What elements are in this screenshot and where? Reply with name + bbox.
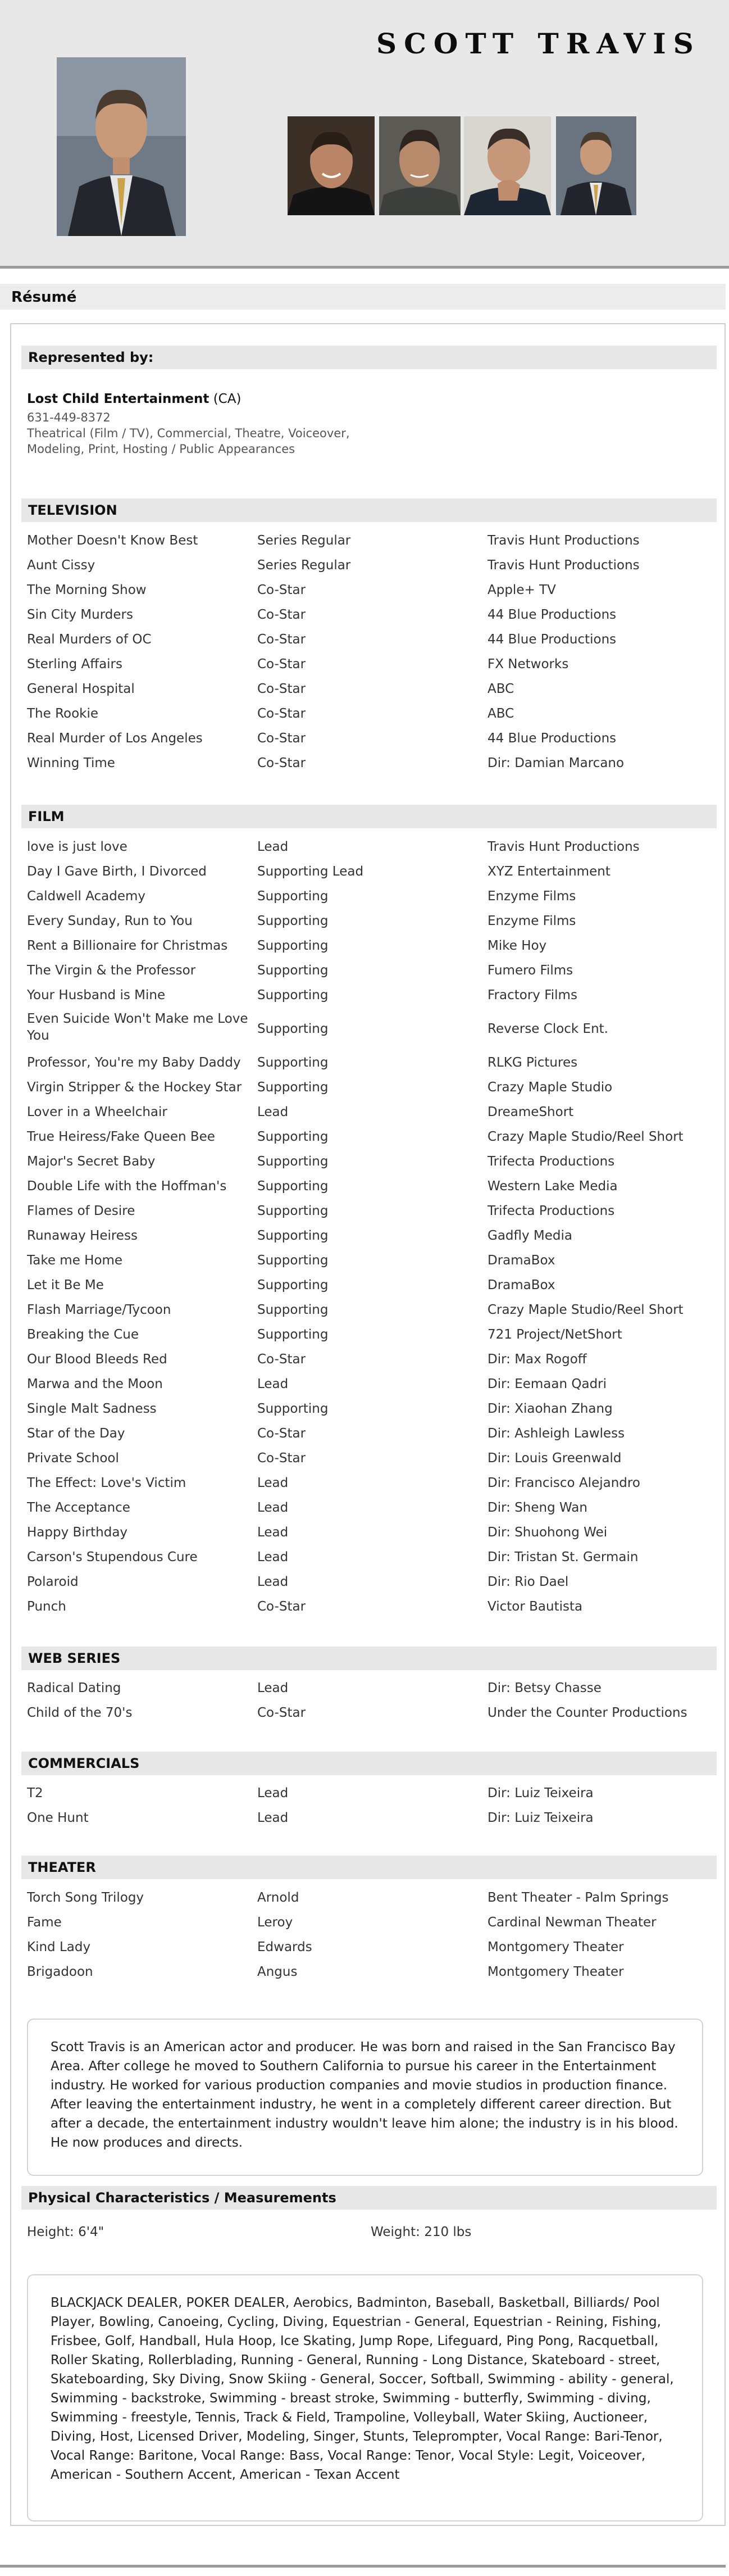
credit-title: Every Sunday, Run to You (27, 914, 193, 928)
credit-role: Leroy (257, 1915, 293, 1930)
credit-row (27, 651, 712, 676)
credit-title: The Morning Show (27, 583, 147, 597)
credit-role: Supporting (257, 1303, 329, 1317)
agency-phone[interactable]: 631-449-8372 (27, 411, 111, 424)
credit-role: Supporting (257, 963, 329, 978)
theater-credits-table (27, 1885, 712, 1984)
credit-title: Double Life with the Hoffman's (27, 1179, 227, 1194)
credit-row (27, 883, 712, 908)
headshot-thinking-photo[interactable] (464, 116, 551, 215)
credit-role: Series Regular (257, 558, 351, 573)
credit-role: Lead (257, 1476, 289, 1490)
credit-role: Supporting (257, 1327, 329, 1342)
credit-role: Co-Star (257, 583, 306, 597)
credit-title: Virgin Stripper & the Hockey Star (27, 1080, 242, 1095)
skills-text: BLACKJACK DEALER, POKER DEALER, Aerobics, Badminton, Baseball, Basketball, Billiards/ Pool Player, Bowling, Canoeing, Cycling, Diving, Equestrian - General, Equestrian - Reining, Fishing, Frisbee, Golf, Handball, Hula Hoop, Ice Skating, Jump Rope, Lifeguard, Ping Pong, Racquetball, Roller Skating, Rollerblading, Running - General, Running - Long Distance, Skateboard - street, Skateboarding, Sky Diving, Snow Skiing - General, Soccer, Softball, Swimming - ability - general, Swimming - backstroke, Swimming - breast stroke, Swimming - butterfly, Swimming - diving, Swimming - freestyle, Tennis, Track & Field, Trampoline, Volleyball, Water Skiing, Auctioneer, Diving, Host, Licensed Driver, Modeling, Singer, Stunts, Teleprompter, Vocal Range: Bari-Tenor, Vocal Range: Baritone, Vocal Range: Bass, Vocal Range: Tenor, Vocal Style: Legit, Voiceover, American - Southern Accent, American - Texan Accent (51, 2296, 674, 2482)
credit-title: Kind Lady (27, 1940, 91, 1954)
section-header-film: FILM (21, 805, 717, 828)
credit-role: Lead (257, 1575, 289, 1589)
section-header-web-series: WEB SERIES (21, 1647, 717, 1670)
resume-title: Résumé (11, 289, 77, 306)
credit-title: One Hunt (27, 1811, 89, 1825)
credit-role: Co-Star (257, 1599, 306, 1614)
credit-company: XYZ Entertainment (487, 864, 610, 879)
credit-row (27, 1371, 712, 1396)
credit-role: Co-Star (257, 1451, 306, 1466)
credit-company: ABC (487, 706, 514, 721)
resume-content-panel (10, 323, 726, 2526)
credit-row (27, 1594, 712, 1618)
credit-role: Co-Star (257, 731, 306, 746)
credit-title: Flames of Desire (27, 1204, 135, 1218)
credit-row (27, 1396, 712, 1421)
credit-company: Crazy Maple Studio/Reel Short (487, 1303, 684, 1317)
headshot-casual-photo[interactable] (379, 116, 461, 215)
credit-row (27, 1910, 712, 1934)
credit-title: Radical Dating (27, 1681, 121, 1695)
agency-region: (CA) (213, 392, 242, 406)
credit-company: Crazy Maple Studio (487, 1080, 613, 1095)
credit-title: Single Malt Sadness (27, 1402, 157, 1416)
section-header-theater: THEATER (21, 1856, 717, 1879)
credit-company: ABC (487, 682, 514, 696)
credit-row (27, 1173, 712, 1198)
credit-row (27, 1050, 712, 1074)
credit-company: Enzyme Films (487, 889, 576, 904)
credit-row (27, 1198, 712, 1223)
credit-title: Lover in a Wheelchair (27, 1105, 167, 1119)
credit-row (27, 602, 712, 627)
section-header-commercials: COMMERCIALS (21, 1752, 717, 1775)
credit-role: Supporting (257, 1080, 329, 1095)
credit-role: Lead (257, 1550, 289, 1564)
credit-title: Polaroid (27, 1575, 79, 1589)
credit-title: Real Murders of OC (27, 632, 152, 647)
agency-name[interactable]: Lost Child Entertainment (27, 392, 209, 406)
credit-row (27, 701, 712, 725)
actor-name: SCOTT TRAVIS (376, 27, 701, 60)
credit-company: 44 Blue Productions (487, 731, 617, 746)
section-header-representation: Represented by: (21, 346, 717, 369)
credit-title: Fame (27, 1915, 62, 1930)
credit-role: Lead (257, 1786, 289, 1801)
credit-role: Co-Star (257, 1352, 306, 1367)
credit-role: Angus (257, 1965, 298, 1979)
credit-title: Runaway Heiress (27, 1228, 138, 1243)
credit-row (27, 1074, 712, 1099)
credit-role: Supporting (257, 889, 329, 904)
credit-title: Flash Marriage/Tycoon (27, 1303, 171, 1317)
credit-company: Dir: Damian Marcano (487, 756, 625, 770)
credit-title: Even Suicide Won't Make me Love You (27, 1012, 248, 1043)
credit-title: Real Murder of Los Angeles (27, 731, 203, 746)
credit-row (27, 1007, 712, 1050)
credit-row (27, 1248, 712, 1272)
credit-title: The Rookie (27, 706, 99, 721)
commercials-credits-table (27, 1780, 712, 1830)
profile-header (0, 0, 729, 269)
credit-title: The Acceptance (27, 1500, 130, 1515)
credit-company: Dir: Eemaan Qadri (487, 1377, 607, 1391)
credit-row (27, 859, 712, 883)
agency-line (27, 392, 241, 406)
credit-title: Private School (27, 1451, 119, 1466)
credit-title: Breaking the Cue (27, 1327, 139, 1342)
credit-row (27, 627, 712, 651)
credit-title: Torch Song Trilogy (27, 1890, 144, 1905)
credit-company: Dir: Tristan St. Germain (487, 1550, 639, 1564)
credit-title: Take me Home (27, 1253, 123, 1268)
web-series-credits-table (27, 1675, 712, 1725)
credit-title: Our Blood Bleeds Red (27, 1352, 167, 1367)
agency-categories-line-2: Modeling, Print, Hosting / Public Appearances (27, 442, 295, 456)
credit-row (27, 1149, 712, 1173)
credit-row (27, 1346, 712, 1371)
credit-role: Supporting (257, 1402, 329, 1416)
credit-row (27, 1099, 712, 1124)
credit-title: Professor, You're my Baby Daddy (27, 1055, 241, 1070)
credit-company: DreameShort (487, 1105, 574, 1119)
credit-title: General Hospital (27, 682, 135, 696)
credit-company: Montgomery Theater (487, 1965, 624, 1979)
credit-title: Sterling Affairs (27, 657, 122, 672)
credit-company: Dir: Rio Dael (487, 1575, 569, 1589)
credit-company: Travis Hunt Productions (487, 533, 640, 548)
credit-role: Lead (257, 1811, 289, 1825)
footer-divider (0, 2565, 726, 2568)
credit-company: FX Networks (487, 657, 569, 672)
biography-box (27, 2019, 703, 2176)
credit-title: Mother Doesn't Know Best (27, 533, 198, 548)
credit-company: RLKG Pictures (487, 1055, 578, 1070)
credit-row (27, 1322, 712, 1346)
credit-role: Lead (257, 1377, 289, 1391)
credit-row (27, 1421, 712, 1445)
credit-row (27, 1805, 712, 1830)
credit-role: Lead (257, 840, 289, 854)
credit-role: Supporting (257, 1022, 329, 1036)
credit-role: Co-Star (257, 632, 306, 647)
credit-company: Dir: Shuohong Wei (487, 1525, 608, 1540)
credit-role: Lead (257, 1500, 289, 1515)
credit-role: Supporting Lead (257, 864, 364, 879)
credit-row (27, 676, 712, 701)
credit-title: Caldwell Academy (27, 889, 146, 904)
credit-role: Co-Star (257, 682, 306, 696)
credit-row (27, 1297, 712, 1322)
credit-title: Day I Gave Birth, I Divorced (27, 864, 207, 879)
credit-company: Dir: Max Rogoff (487, 1352, 587, 1367)
credit-role: Co-Star (257, 706, 306, 721)
credit-role: Supporting (257, 1278, 329, 1292)
headshot-main-photo[interactable] (57, 57, 186, 236)
credit-company: Dir: Luiz Teixeira (487, 1811, 594, 1825)
credit-company: Dir: Ashleigh Lawless (487, 1426, 625, 1441)
credit-row (27, 1959, 712, 1984)
credit-company: Mike Hoy (487, 938, 547, 953)
credit-row (27, 1544, 712, 1569)
credit-company: Crazy Maple Studio/Reel Short (487, 1130, 684, 1144)
credit-title: Rent a Billionaire for Christmas (27, 938, 228, 953)
credit-company: Victor Bautista (487, 1599, 583, 1614)
credit-role: Lead (257, 1525, 289, 1540)
credit-title: Let it Be Me (27, 1278, 104, 1292)
credit-company: Enzyme Films (487, 914, 576, 928)
credit-row (27, 908, 712, 933)
credit-title: True Heiress/Fake Queen Bee (27, 1130, 215, 1144)
credit-row (27, 577, 712, 602)
credit-company: Western Lake Media (487, 1179, 618, 1194)
headshot-suit-photo[interactable] (556, 116, 636, 215)
credit-row (27, 1223, 712, 1248)
credit-company: Travis Hunt Productions (487, 558, 640, 573)
credit-role: Supporting (257, 1253, 329, 1268)
credit-title: Sin City Murders (27, 607, 133, 622)
credit-company: Fractory Films (487, 988, 577, 1003)
credit-title: Marwa and the Moon (27, 1377, 163, 1391)
credit-title: Winning Time (27, 756, 115, 770)
credit-row (27, 1495, 712, 1520)
credit-row (27, 982, 712, 1007)
credit-row (27, 750, 712, 775)
credit-company: Dir: Louis Greenwald (487, 1451, 622, 1466)
credit-company: DramaBox (487, 1278, 555, 1292)
credit-title: Star of the Day (27, 1426, 125, 1441)
credit-row (27, 1272, 712, 1297)
credit-row (27, 552, 712, 577)
credit-title: Major's Secret Baby (27, 1154, 156, 1169)
credit-role: Co-Star (257, 1426, 306, 1441)
credit-company: Reverse Clock Ent. (487, 1022, 608, 1036)
credit-row (27, 1934, 712, 1959)
credit-row (27, 958, 712, 982)
credit-company: DramaBox (487, 1253, 555, 1268)
credit-row (27, 1569, 712, 1594)
credit-row (27, 1520, 712, 1544)
credit-role: Supporting (257, 1204, 329, 1218)
credit-company: 721 Project/NetShort (487, 1327, 622, 1342)
credit-company: Dir: Francisco Alejandro (487, 1476, 640, 1490)
credit-company: Fumero Films (487, 963, 573, 978)
credit-role: Supporting (257, 1154, 329, 1169)
credit-row (27, 1885, 712, 1910)
credit-row (27, 1470, 712, 1495)
skills-box (27, 2274, 703, 2521)
credit-role: Co-Star (257, 1706, 306, 1720)
credit-title: The Virgin & the Professor (27, 963, 196, 978)
credit-title: The Effect: Love's Victim (27, 1476, 186, 1490)
credit-title: Aunt Cissy (27, 558, 95, 573)
credit-role: Lead (257, 1105, 289, 1119)
credit-row (27, 528, 712, 552)
credit-company: Trifecta Productions (487, 1204, 615, 1218)
credit-company: Dir: Betsy Chasse (487, 1681, 602, 1695)
credit-role: Supporting (257, 1228, 329, 1243)
credit-row (27, 1124, 712, 1149)
credit-row (27, 1445, 712, 1470)
credit-title: Carson's Stupendous Cure (27, 1550, 198, 1564)
credit-company: Bent Theater - Palm Springs (487, 1890, 669, 1905)
credit-row (27, 1675, 712, 1700)
credit-role: Supporting (257, 988, 329, 1003)
credit-company: Dir: Luiz Teixeira (487, 1786, 594, 1801)
television-credits-table (27, 528, 712, 775)
credit-role: Arnold (257, 1890, 299, 1905)
section-header-television: TELEVISION (21, 498, 717, 522)
credit-title: Brigadoon (27, 1965, 93, 1979)
credit-company: Travis Hunt Productions (487, 840, 640, 854)
credit-title: Child of the 70's (27, 1706, 133, 1720)
credit-role: Supporting (257, 1130, 329, 1144)
credit-title: Your Husband is Mine (27, 988, 166, 1003)
resume-title-bar (0, 284, 726, 310)
credit-role: Co-Star (257, 756, 306, 770)
credit-row (27, 1700, 712, 1725)
credit-title: love is just love (27, 840, 127, 854)
section-header-physical: Physical Characteristics / Measurements (21, 2186, 717, 2210)
biography-text: Scott Travis is an American actor and producer. He was born and raised in the San Francisco Bay Area. After college he moved to Southern California to pursue his career in the Entertainment industry. He worked for various production companies and movie studios in production finance. After leaving the entertainment industry, he went in a completely different career direction. But after a decade, the entertainment industry wouldn't leave him alone; the industry is in his blood. He now produces and directs. (51, 2040, 678, 2150)
credit-title: Happy Birthday (27, 1525, 128, 1540)
credit-company: Trifecta Productions (487, 1154, 615, 1169)
credit-company: Under the Counter Productions (487, 1706, 687, 1720)
credit-role: Co-Star (257, 657, 306, 672)
credit-role: Lead (257, 1681, 289, 1695)
credit-role: Edwards (257, 1940, 312, 1954)
credit-company: Gadfly Media (487, 1228, 573, 1243)
film-credits-table (27, 834, 712, 1618)
credit-row (27, 725, 712, 750)
credit-company: Dir: Xiaohan Zhang (487, 1402, 613, 1416)
credit-row (27, 1780, 712, 1805)
credit-company: Dir: Sheng Wan (487, 1500, 587, 1515)
credit-company: 44 Blue Productions (487, 632, 617, 647)
credit-company: Apple+ TV (487, 583, 556, 597)
credit-title: Punch (27, 1599, 66, 1614)
credit-role: Co-Star (257, 607, 306, 622)
credit-row (27, 834, 712, 859)
credit-role: Supporting (257, 938, 329, 953)
credit-role: Series Regular (257, 533, 351, 548)
height-value: Height: 6'4" (27, 2225, 104, 2239)
headshot-smiling-photo[interactable] (288, 116, 375, 215)
credit-row (27, 933, 712, 958)
credit-role: Supporting (257, 914, 329, 928)
credit-company: Montgomery Theater (487, 1940, 624, 1954)
credit-role: Supporting (257, 1055, 329, 1070)
credit-company: Cardinal Newman Theater (487, 1915, 657, 1930)
agency-categories-line-1: Theatrical (Film / TV), Commercial, Theatre, Voiceover, (27, 427, 350, 440)
credit-company: 44 Blue Productions (487, 607, 617, 622)
credit-title: T2 (27, 1786, 43, 1801)
credit-role: Supporting (257, 1179, 329, 1194)
weight-value: Weight: 210 lbs (371, 2225, 472, 2239)
